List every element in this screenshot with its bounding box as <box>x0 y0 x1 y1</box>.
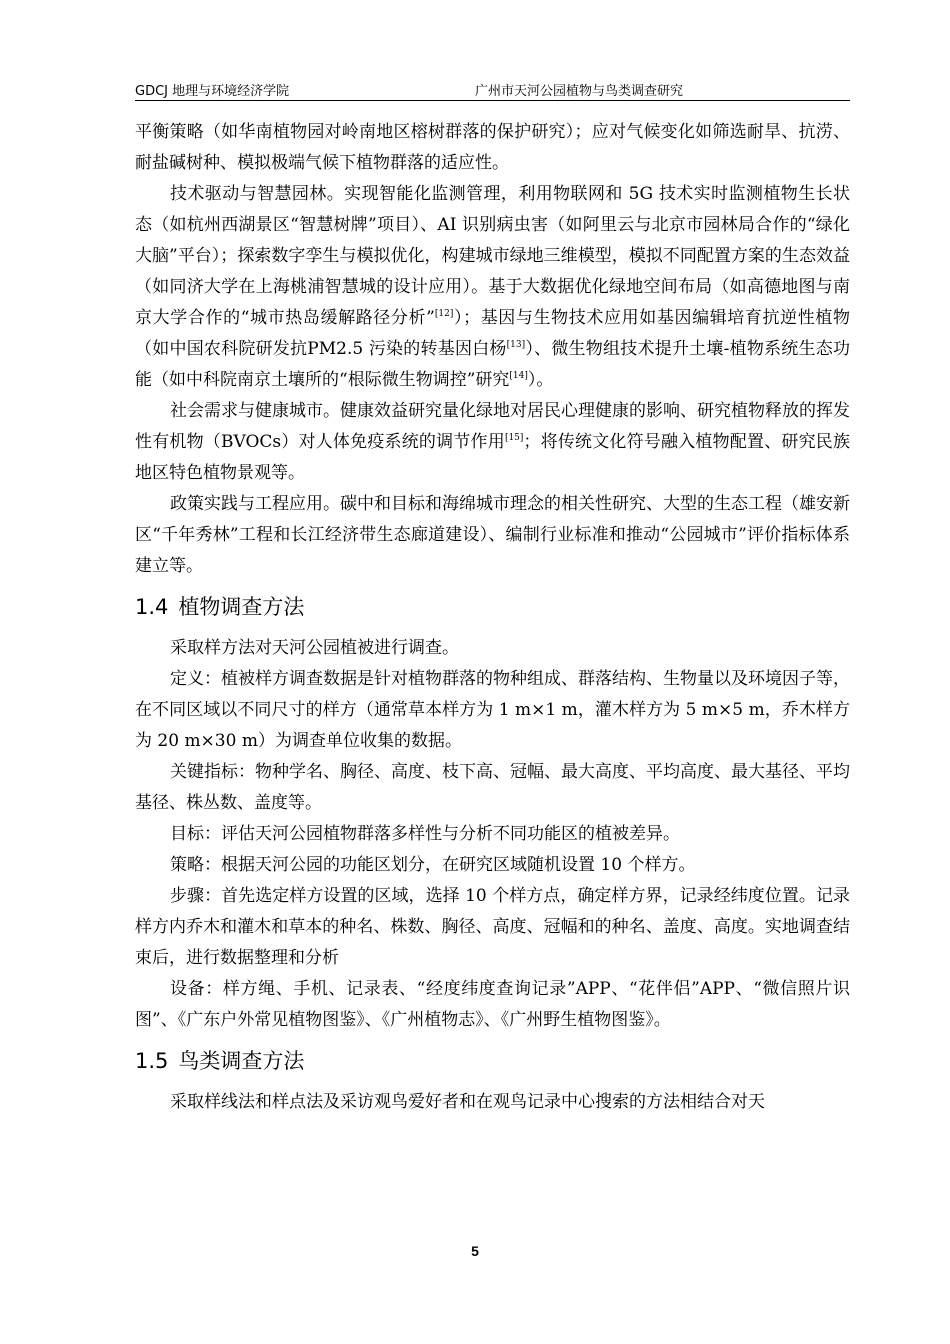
citation-ref: [15] <box>504 433 524 443</box>
header-document-title: 广州市天河公园植物与鸟类调查研究 <box>475 84 684 99</box>
paragraph-tech-smart-garden <box>135 179 850 396</box>
paragraph-key-indicators: 关键指标：物种学名、胸径、高度、枝下高、冠幅、最大高度、平均高度、最大基径、平均基径、株丛数、盖度等。 <box>135 762 850 813</box>
text-run: 社会需求与健康城市。健康效益研究量化绿地对居民心理健康的影响、研究植物释放的挥发性有机物（BVOCs）对人体免疫系统的调节作用 <box>135 401 850 452</box>
paragraph-strategy: 策略：根据天河公园的功能区划分，在研究区域随机设置 10 个样方。 <box>170 855 696 875</box>
paragraph-health-city <box>135 396 850 489</box>
paragraph-steps: 步骤：首先选定样方设置的区域，选择 10 个样方点，确定样方界，记录经纬度位置。记录样方内乔木和灌木和草本的种名、株数、胸径、高度、冠幅和的种名、盖度、高度。实地调查结束后，进行数据整理和分析 <box>135 886 850 968</box>
paragraph-equipment: 设备：样方绳、手机、记录表、“经度纬度查询记录”APP、“花伴侣”APP、“微信照片识图”、《广东户外常见植物图鉴》、《广州植物志》、《广州野生植物图鉴》。 <box>135 979 850 1030</box>
section-number: 1.5 <box>135 1049 169 1073</box>
section-number: 1.4 <box>135 595 169 619</box>
paragraph-continued: 平衡策略（如华南植物园对岭南地区榕树群落的保护研究）；应对气候变化如筛选耐旱、抗涝、耐盐碱树种、模拟极端气候下植物群落的适应性。 <box>135 122 850 173</box>
citation-ref: [13] <box>506 340 526 350</box>
page-number: 5 <box>471 1243 479 1259</box>
text-run: ）；基因与生物技术应用如基因编辑培育抗逆性植物（如中国农科院研发抗PM2.5 污染的转基因白杨 <box>135 308 851 359</box>
text-run: ；将传统文化符号融入植物配置、研究民族地区特色植物景观等。 <box>135 432 851 483</box>
paragraph-definition: 定义：植被样方调查数据是针对植物群落的物种组成、群落结构、生物量以及环境因子等，在不同区域以不同尺寸的样方（通常草本样方为 1 m×1 m，灌木样方为 5 m×5 m，乔木样方为 20 m×30 m）为调查单位收集的数据。 <box>135 669 850 751</box>
page-body <box>135 117 850 1118</box>
text-run: ）、微生物组技术提升土壤-植物系统生态功能（如中科院南京土壤所的“根际微生物调控”研究 <box>135 339 850 390</box>
paragraph-objective: 目标：评估天河公园植物群落多样性与分析不同功能区的植被差异。 <box>170 824 680 844</box>
section-heading-1-5 <box>135 1046 850 1077</box>
citation-ref: [12] <box>434 309 454 319</box>
text-run: 技术驱动与智慧园林。实现智能化监测管理，利用物联网和 5G 技术实时监测植物生长状态（如杭州西湖景区“智慧树牌”项目）、AI 识别病虫害（如阿里云与北京市园林局合作的“绿化大脑”平台）；探索数字孪生与模拟优化，构建城市绿地三维模型，模拟不同配置方案的生态效益（如同济大学在上海桃浦智慧城的设计应用）。基于大数据优化绿地空间布局（如高德地图与南京大学合作的“城市热岛缓解路径分析” <box>135 184 850 328</box>
paragraph-method-intro: 采取样方法对天河公园植被进行调查。 <box>170 638 459 658</box>
section-title: 植物调查方法 <box>178 595 305 619</box>
section-heading-1-4 <box>135 592 850 623</box>
running-header <box>135 78 850 101</box>
section-title: 鸟类调查方法 <box>178 1049 305 1073</box>
header-institution: GDCJ 地理与环境经济学院 <box>135 84 290 99</box>
paragraph-policy-engineering: 政策实践与工程应用。碳中和目标和海绵城市理念的相关性研究、大型的生态工程（雄安新区“千年秀林”工程和长江经济带生态廊道建设）、编制行业标准和推动“公园城市”评价指标体系建立等。 <box>135 494 850 576</box>
paragraph-bird-method: 采取样线法和样点法及采访观鸟爱好者和在观鸟记录中心搜索的方法相结合对天 <box>170 1092 765 1112</box>
text-run: ）。 <box>527 370 554 390</box>
citation-ref: [14] <box>509 371 528 381</box>
